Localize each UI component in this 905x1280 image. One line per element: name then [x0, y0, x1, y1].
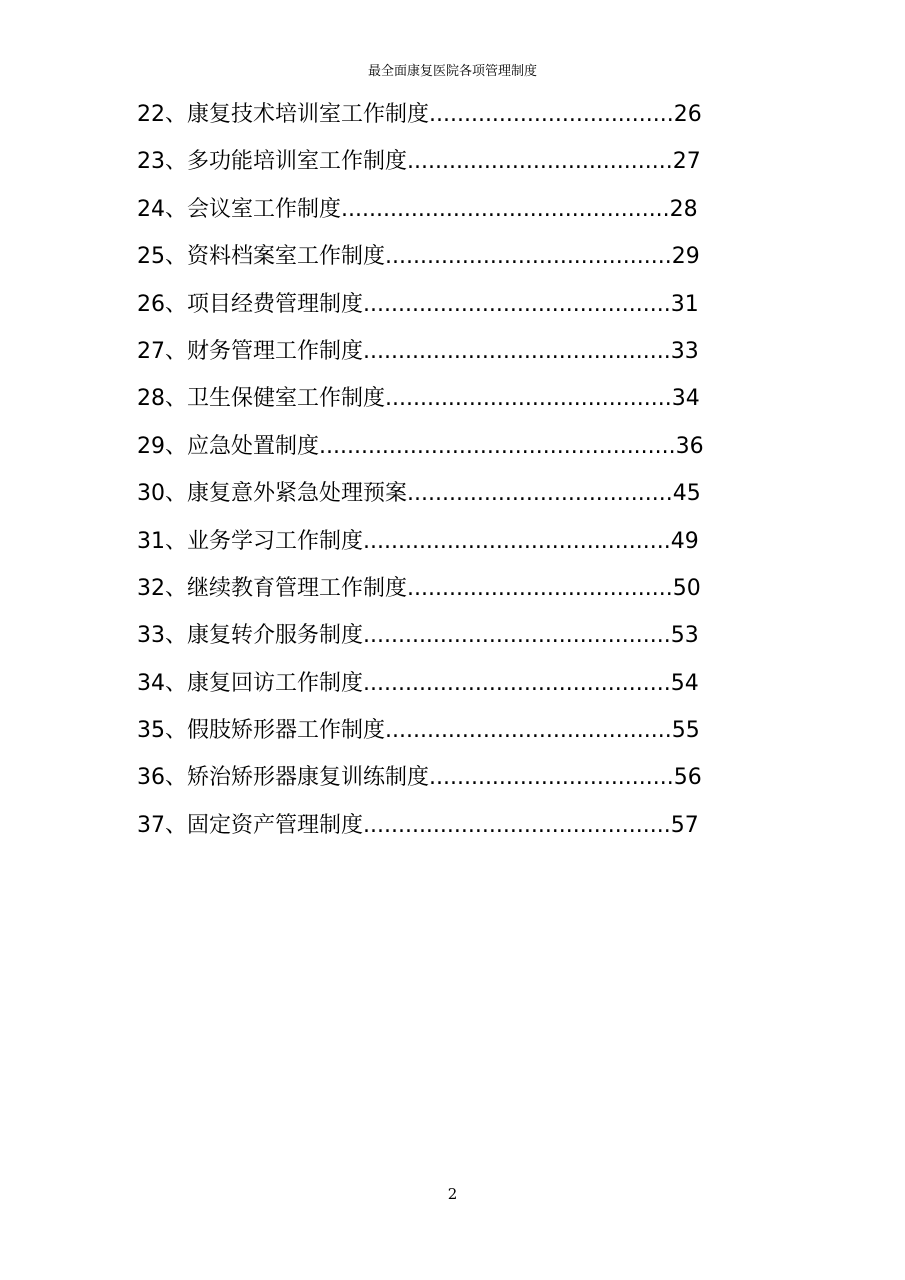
toc-entry-33: 33、康复转介服务制度............................................53	[137, 623, 699, 649]
page-header: 最全面康复医院各项管理制度	[367, 64, 537, 79]
toc-entry-28: 28、卫生保健室工作制度.........................................34	[137, 386, 700, 412]
table-of-contents	[137, 91, 704, 849]
toc-entry-35: 35、假肢矫形器工作制度.........................................55	[137, 718, 700, 744]
toc-entry-36: 36、矫治矫形器康复训练制度...................................56	[137, 765, 702, 791]
toc-entry-23: 23、多功能培训室工作制度......................................27	[137, 149, 701, 175]
toc-entry-32: 32、继续教育管理工作制度......................................50	[137, 575, 701, 601]
toc-entry-34: 34、康复回访工作制度............................................54	[137, 670, 699, 696]
page-number: 2	[447, 1185, 458, 1203]
toc-entry-27: 27、财务管理工作制度............................................33	[137, 338, 699, 364]
toc-entry-37: 37、固定资产管理制度............................................57	[137, 812, 699, 838]
toc-entry-26: 26、项目经费管理制度............................................31	[137, 291, 699, 317]
toc-entry-24: 24、会议室工作制度...............................................28	[137, 196, 698, 222]
toc-entry-31: 31、业务学习工作制度............................................49	[137, 528, 699, 554]
toc-entry-25: 25、资料档案室工作制度.........................................29	[137, 244, 700, 270]
toc-entry-22: 22、康复技术培训室工作制度...................................26	[137, 102, 702, 127]
toc-entry-29: 29、应急处置制度...................................................36	[137, 433, 704, 459]
toc-entry-30: 30、康复意外紧急处理预案......................................45	[137, 481, 701, 507]
